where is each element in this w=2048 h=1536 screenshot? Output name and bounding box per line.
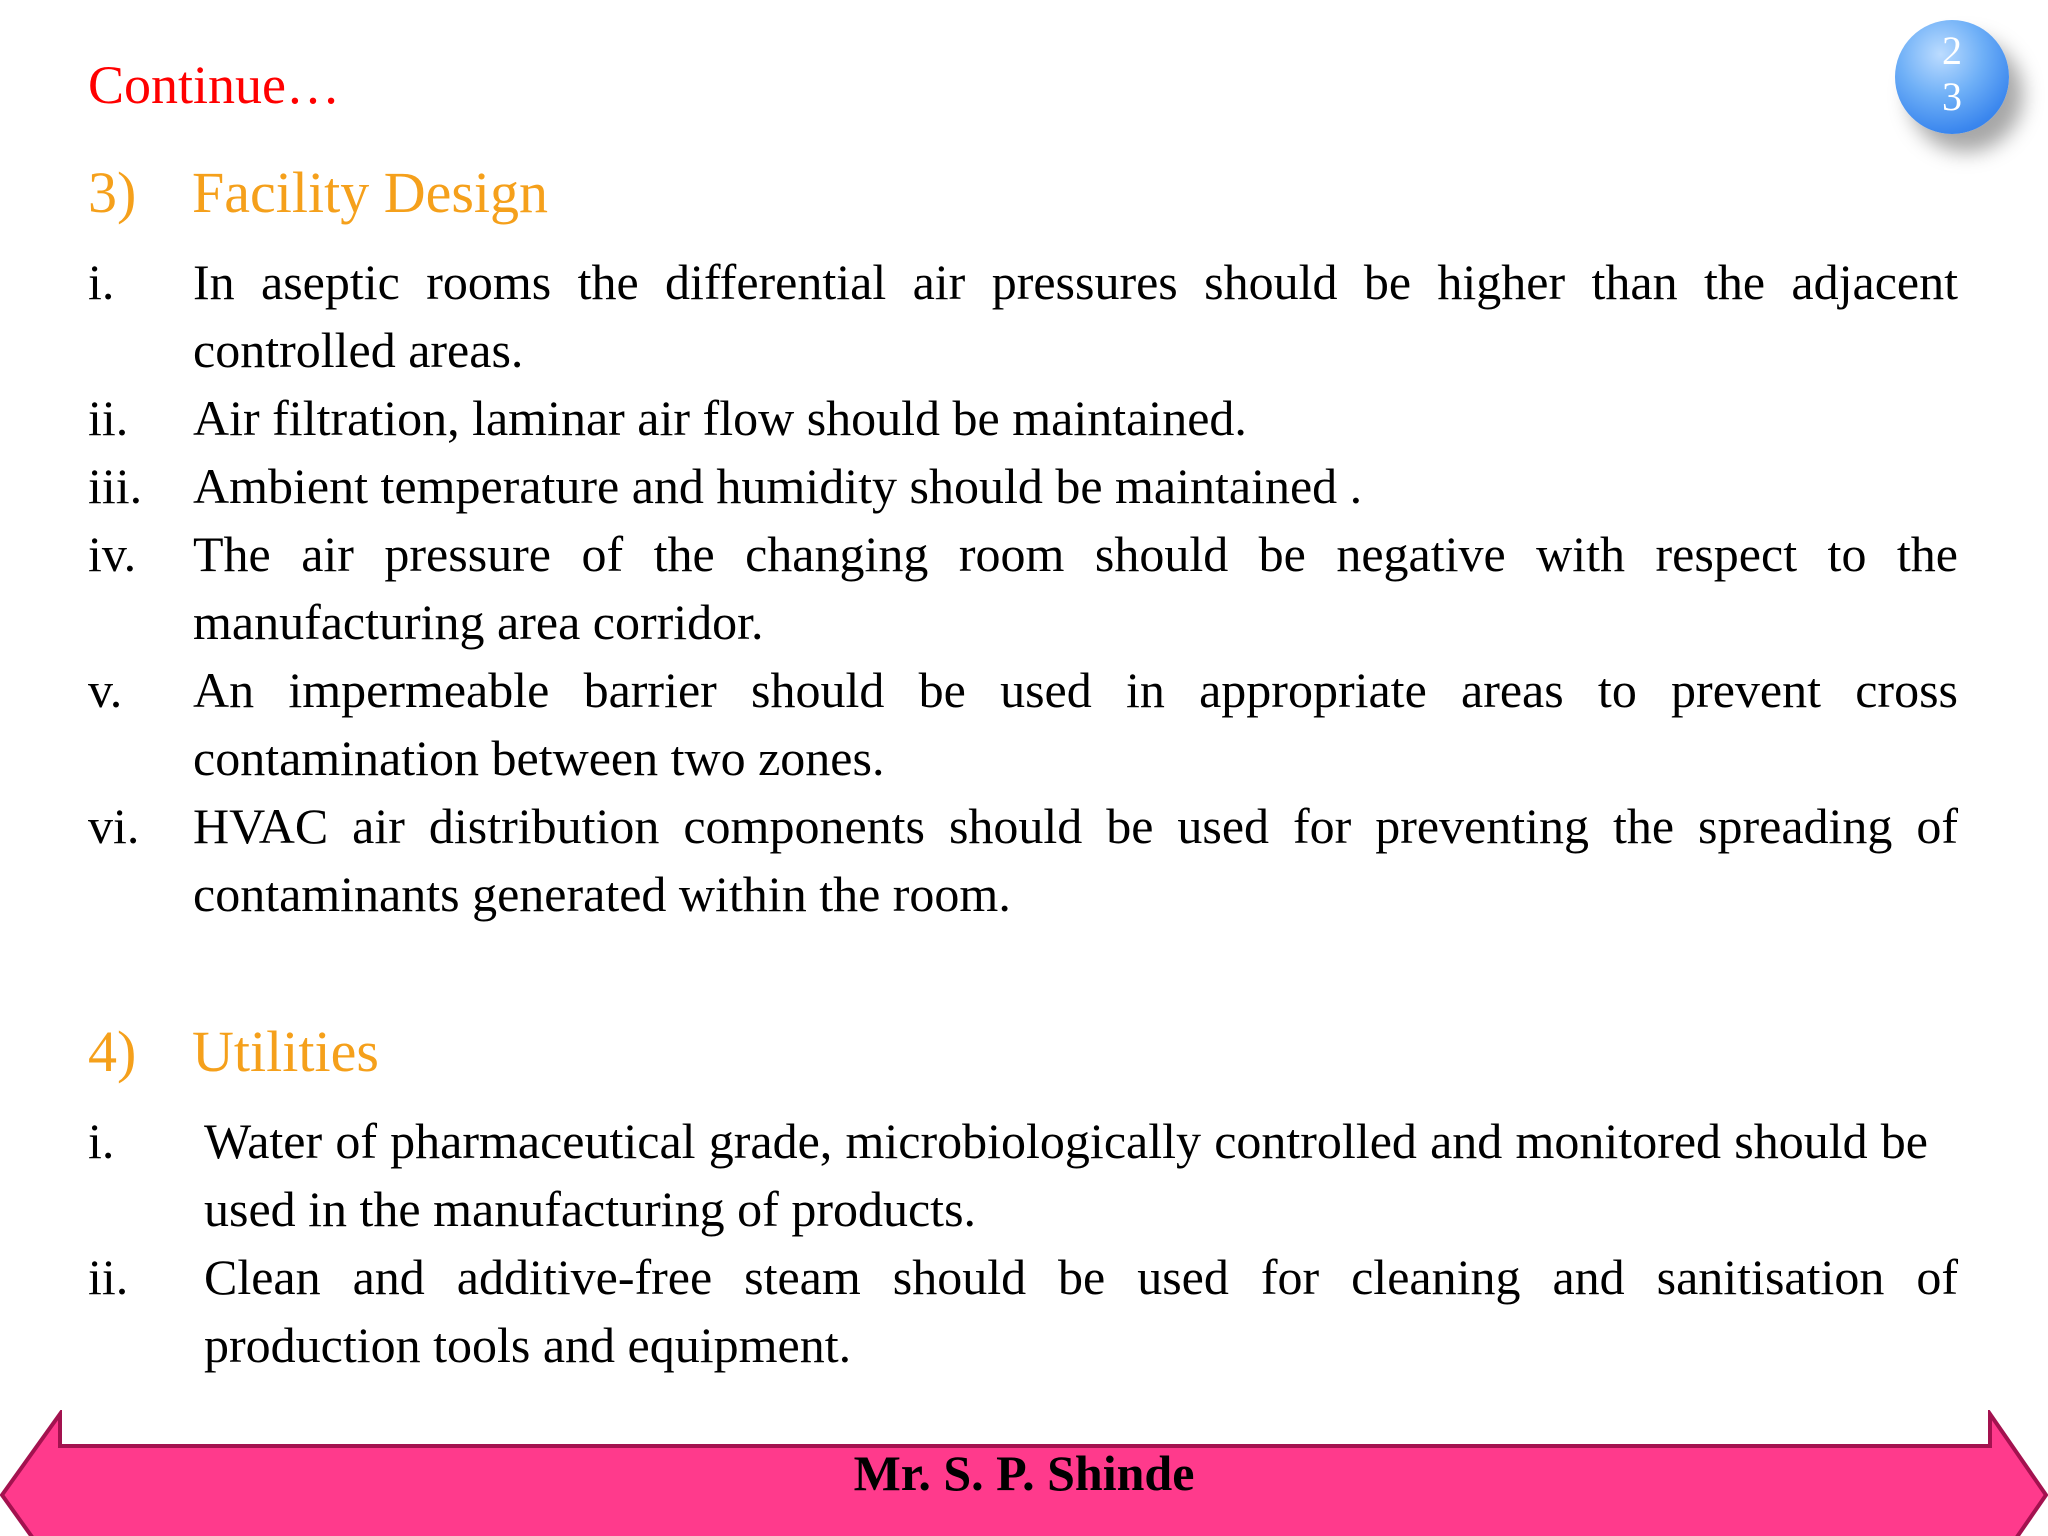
list-marker: ii. — [88, 1249, 129, 1305]
list-item — [88, 792, 1958, 928]
section-title: Facility Design — [192, 160, 549, 225]
list-marker: vi. — [88, 798, 140, 854]
list-item-text: Clean and additive-free steam should be used for cleaning and sanitisation of production tools and equipment. — [204, 1249, 1958, 1373]
list-marker: v. — [88, 662, 123, 718]
section-number: 4) — [88, 1019, 137, 1084]
list-item-text: Water of pharmaceutical grade, microbiologically controlled and monitored should be used in the manufacturing of products. — [204, 1113, 1928, 1237]
section-title: Utilities — [192, 1019, 379, 1084]
list-item — [88, 452, 1958, 520]
author-name: Mr. S. P. Shinde — [853, 1445, 1195, 1501]
list-item — [88, 384, 1958, 452]
continue-label: Continue… — [88, 55, 340, 115]
section-number: 3) — [88, 160, 137, 225]
list-marker: iv. — [88, 526, 137, 582]
list-item — [88, 520, 1958, 656]
list-item-text: Air filtration, laminar air flow should be maintained. — [193, 390, 1247, 446]
list-marker: iii. — [88, 458, 143, 514]
list-marker: i. — [88, 254, 115, 310]
list-item — [88, 248, 1958, 384]
list-item-text: An impermeable barrier should be used in appropriate areas to prevent cross contamination between two zones. — [193, 662, 1958, 786]
list-item-text: The air pressure of the changing room should be negative with respect to the manufacturing area corridor. — [193, 526, 1958, 650]
list-marker: i. — [88, 1113, 115, 1169]
section-heading — [88, 160, 549, 225]
list-item — [88, 656, 1958, 792]
list-marker: ii. — [88, 390, 129, 446]
list-item — [88, 1243, 1958, 1379]
list-item-text: In aseptic rooms the differential air pressures should be higher than the adjacent controlled areas. — [193, 254, 1958, 378]
page-number: 23 — [1942, 28, 1962, 119]
page-number-badge — [1895, 20, 2009, 134]
list-item-text: HVAC air distribution components should be used for preventing the spreading of contaminants generated within the room. — [193, 798, 1958, 922]
list-item — [88, 1107, 1928, 1243]
section-heading — [88, 1019, 379, 1084]
list-item-text: Ambient temperature and humidity should be maintained . — [193, 458, 1363, 514]
